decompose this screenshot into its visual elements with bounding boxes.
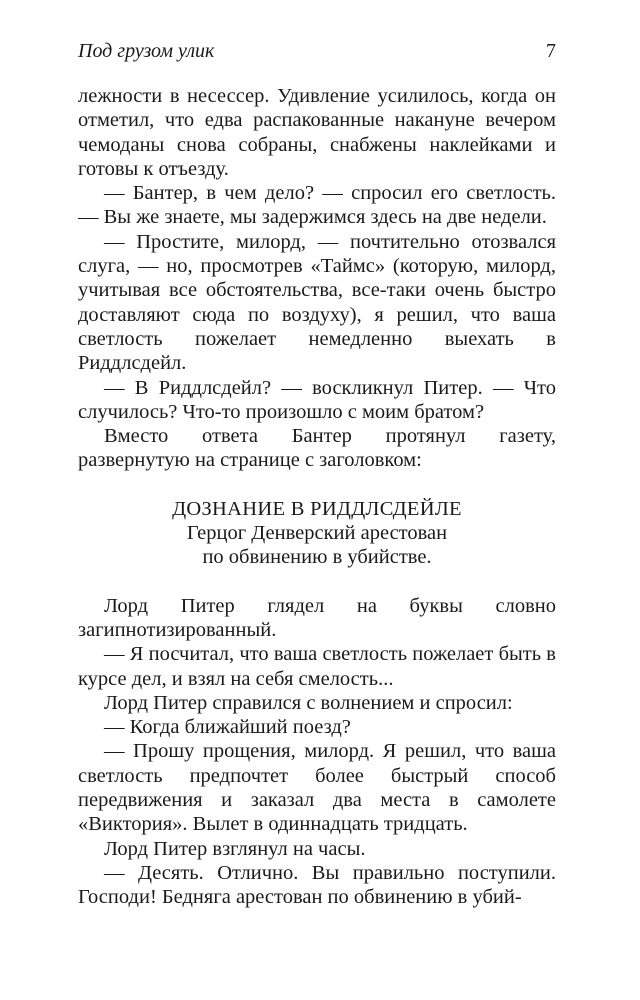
paragraph: Лорд Питер справился с волнением и спросил: bbox=[104, 691, 513, 714]
body-text bbox=[78, 84, 556, 910]
paragraph: — Бантер, в чем дело? — спросил его светлость. — Вы же знаете, мы задержимся здесь на две недели. bbox=[78, 182, 556, 229]
paragraph: Лорд Питер глядел на буквы словно загипнотизированный. bbox=[78, 594, 556, 641]
page-number: 7 bbox=[546, 40, 556, 62]
paragraph-continued: лежности в несессер. Удивление усилилось, когда он отметил, что едва распакованные накануне вечером чемоданы снова собраны, снабжены наклейками и готовы к отъезду. bbox=[78, 85, 556, 180]
paragraph: — Прошу прощения, милорд. Я решил, что ваша светлость предпочтет более быстрый способ передвижения и заказал два места в самолете «Виктория». Вылет в одиннадцать тридцать. bbox=[78, 740, 556, 836]
paragraph: — Когда ближайший поезд? bbox=[104, 716, 351, 739]
paragraph: — Простите, милорд, — почтительно отозвался слуга, — но, просмотрев «Таймс» (которую, милорд, учитывая все обстоятельства, все-таки очень быстро доставляют сюда по воздуху), я решил, что ваша светлость пожелает немедленно выехать в Риддлсдейл. bbox=[78, 230, 556, 375]
paragraph: — Я посчитал, что ваша светлость пожелает быть в курсе дел, и взял на себя смелость... bbox=[78, 643, 556, 690]
headline-line-1: ДОЗНАНИЕ В РИДДЛСДЕЙЛЕ bbox=[172, 497, 462, 520]
headline-line-2: Герцог Денверский арестован bbox=[186, 522, 448, 545]
paragraph: Лорд Питер взглянул на часы. bbox=[104, 837, 366, 860]
paragraph: — В Риддлсдейл? — воскликнул Питер. — Что случилось? Что-то произошло с моим братом? bbox=[78, 376, 556, 423]
headline-line-3: по обвинению в убийстве. bbox=[202, 546, 432, 569]
running-head bbox=[78, 40, 556, 70]
paragraph: — Десять. Отлично. Вы правильно поступили. Господи! Бедняга арестован по обвинению в убий- bbox=[78, 861, 556, 909]
running-title: Под грузом улик bbox=[78, 40, 215, 62]
newspaper-headline bbox=[78, 497, 556, 570]
paragraph: Вместо ответа Бантер протянул газету, развернутую на странице с заголовком: bbox=[78, 425, 556, 472]
book-page bbox=[78, 40, 556, 910]
